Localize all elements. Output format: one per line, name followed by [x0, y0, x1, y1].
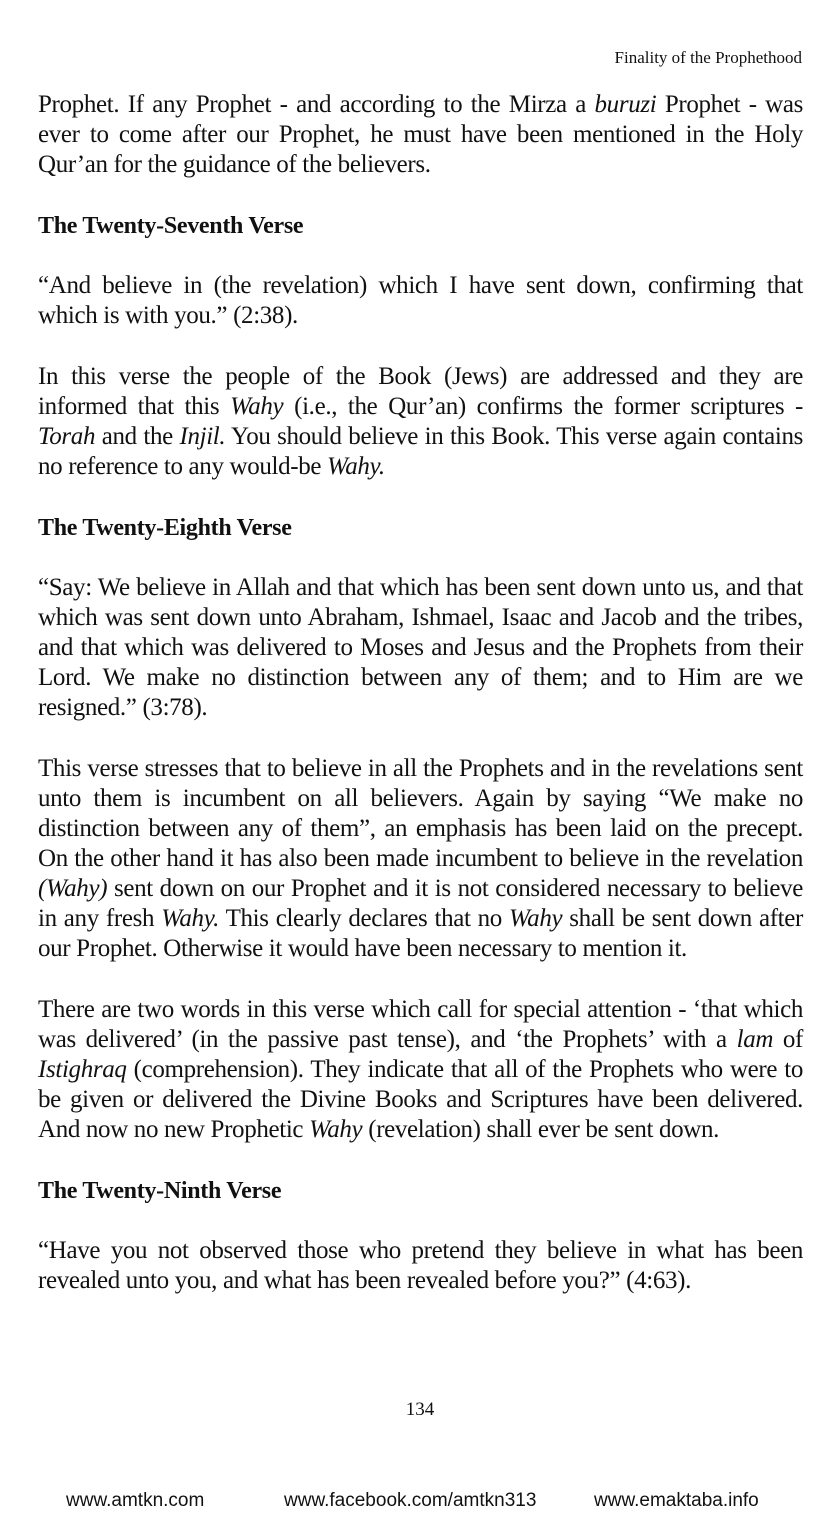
heading-twenty-eighth-verse: The Twenty-Eighth Verse — [38, 515, 292, 541]
footer-link-amtkn[interactable]: www.amtkn.com — [66, 1490, 205, 1511]
text-run: This verse stresses that to believe in all the Prophets and in the revelations sent unto them is incumbent on all believers. Again by saying “We make no distinction between any of them”, an emphasis has been laid on the precept. On the other hand it has also been made incumbent to believe in the revelation — [38, 755, 803, 872]
text-run: (i.e., the Qur’an) confirms the former scriptures - — [283, 393, 803, 420]
paragraph-commentary-28b — [38, 995, 803, 1145]
footer-links — [0, 1487, 840, 1515]
text-run: (revelation) shall ever be sent down. — [362, 1116, 720, 1143]
text-run: of — [773, 1026, 804, 1053]
footer-link-facebook[interactable]: www.facebook.com/amtkn313 — [284, 1490, 537, 1511]
page-number: 134 — [405, 1399, 435, 1420]
italic-term: Wahy — [509, 905, 563, 932]
page-body — [38, 90, 803, 1296]
italic-term: Wahy. — [327, 453, 385, 480]
running-title: Finality of the Prophethood — [614, 48, 802, 67]
text-run: sent down on our Prophet and it is not considered necessary to believe in any fresh — [38, 875, 803, 932]
heading-twenty-ninth-verse: The Twenty-Ninth Verse — [38, 1178, 282, 1204]
italic-term: Wahy — [230, 393, 284, 420]
footer-link-emaktaba[interactable]: www.emaktaba.info — [594, 1490, 759, 1511]
italic-term: Injil. — [179, 423, 226, 450]
text-run: Prophet - was ever to come after our Prophet, he must have been mentioned in the Holy Qur’an for the guidance of the believers. — [38, 91, 804, 178]
italic-term: (Wahy) — [38, 875, 108, 902]
heading-twenty-seventh-verse: The Twenty-Seventh Verse — [38, 213, 304, 239]
quote-twenty-eighth-verse: “Say: We believe in Allah and that which has been sent down unto us, and that which was sent down unto Abraham, Ishmael, Isaac and Jacob and the tribes, and that which was delivered to Moses and Jesus and the Prophets from their Lord. We make no distinction between any of them; and to Him are we resigned.” (3:78). — [38, 574, 803, 721]
quote-twenty-ninth-verse: “Have you not observed those who pretend they believe in what has been revealed unto you, and what has been revealed before you?” (4:63). — [38, 1237, 803, 1294]
text-run: In this verse the people of the Book (Jews) are addressed and they are informed that this — [38, 363, 803, 420]
italic-term: lam — [736, 1026, 774, 1053]
italic-term: Istighraq — [38, 1056, 127, 1083]
paragraph-intro — [38, 90, 803, 180]
paragraph-commentary-27 — [38, 362, 803, 482]
text-run: and the — [95, 423, 180, 450]
text-run: You should believe in this Book. This verse again contains no reference to any would-be — [38, 423, 803, 480]
text-run: shall be sent down after our Prophet. Otherwise it would have been necessary to mention it. — [38, 905, 803, 962]
quote-twenty-seventh-verse: “And believe in (the revelation) which I have sent down, confirming that which is with you.” (2:38). — [38, 272, 803, 329]
text-run: Prophet. If any Prophet - and according to the Mirza a — [38, 91, 595, 118]
text-run: There are two words in this verse which call for special attention - ‘that which was delivered’ (in the passive past tense), and ‘the Prophets’ with a — [38, 996, 803, 1053]
italic-term: Torah — [38, 423, 96, 450]
text-run: This clearly declares that no — [218, 905, 509, 932]
italic-term: buruzi — [594, 91, 657, 118]
italic-term: Wahy. — [161, 905, 219, 932]
paragraph-commentary-28a — [38, 754, 803, 964]
text-run: (comprehension). They indicate that all of the Prophets who were to be given or delivered the Divine Books and Scriptures have been delivered. And now no new Prophetic — [38, 1056, 803, 1143]
italic-term: Wahy — [309, 1116, 363, 1143]
